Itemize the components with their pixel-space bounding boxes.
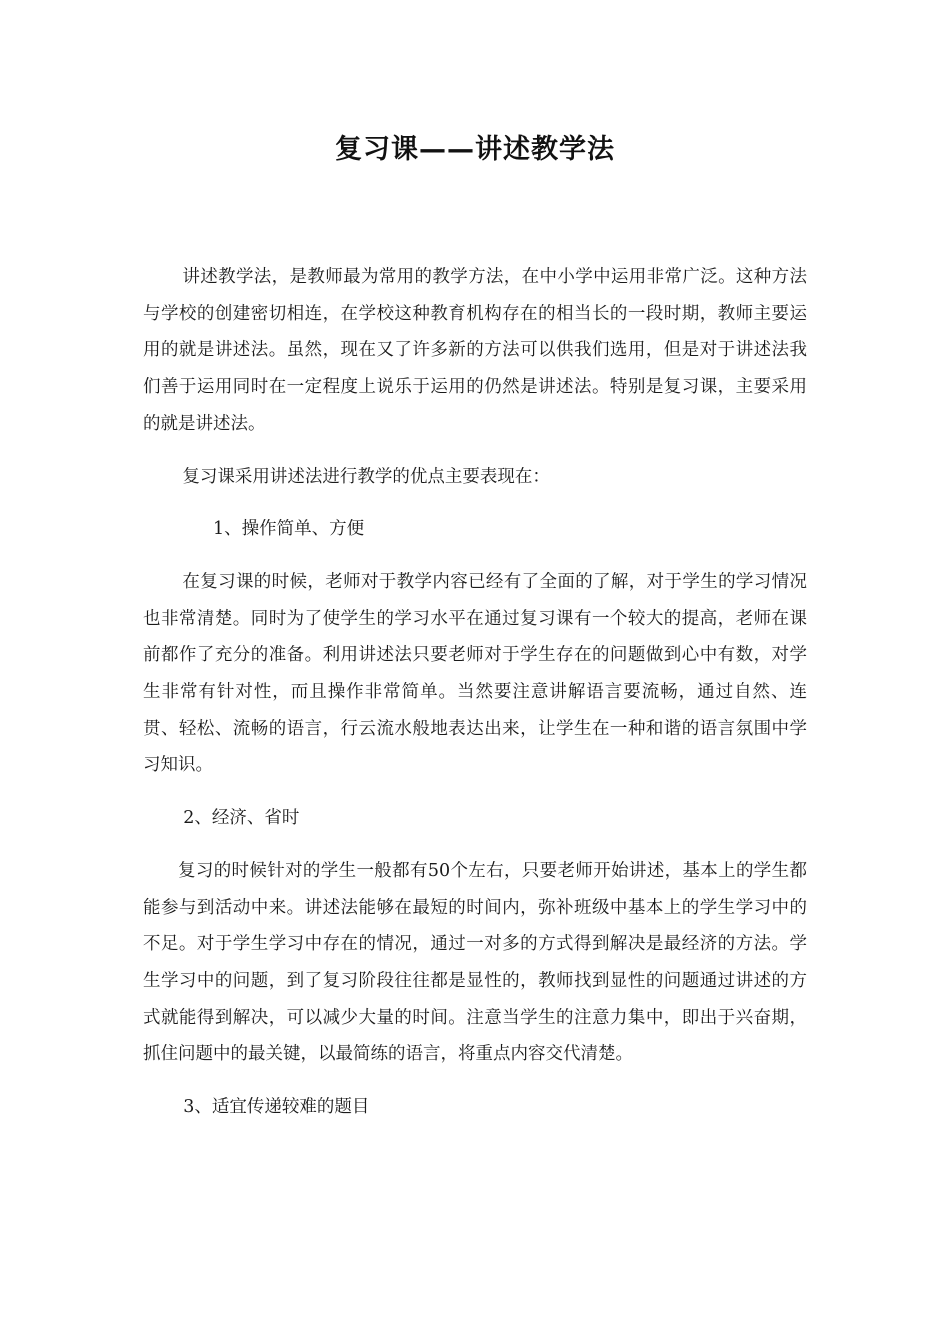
- document-body: [143, 259, 807, 1142]
- section-heading-1: 1、操作简单、方便: [213, 519, 365, 540]
- paragraph-intro: 讲述教学法，是教师最为常用的教学方法，在中小学中运用非常广泛。这种方法与学校的创建密切相连，在学校这种教育机构存在的相当长的一段时期，教师主要运用的就是讲述法。虽然，现在又了许多新的方法可以供我们选用，但是对于讲述法我们善于运用同时在一定程度上说乐于运用的仍然是讲述法。特别是复习课，主要采用的就是讲述法。: [143, 267, 807, 434]
- paragraph-section-2: 复习的时候针对的学生一般都有50个左右，只要老师开始讲述，基本上的学生都能参与到活动中来。讲述法能够在最短的时间内，弥补班级中基本上的学生学习中的不足。对于学生学习中存在的情况，通过一对多的方式得到解决是最经济的方法。学生学习中的问题，到了复习阶段往往都是显性的，教师找到显性的问题通过讲述的方式就能得到解决，可以减少大量的时间。注意当学生的注意力集中，即出于兴奋期，抓住问题中的最关键，以最简练的语言，将重点内容交代清楚。: [143, 860, 807, 1065]
- paragraph-section-1: 在复习课的时候，老师对于教学内容已经有了全面的了解，对于学生的学习情况也非常清楚。同时为了使学生的学习水平在通过复习课有一个较大的提高，老师在课前都作了充分的准备。利用讲述法只要老师对于学生存在的问题做到心中有数，对学生非常有针对性，而且操作非常简单。当然要注意讲解语言要流畅，通过自然、连贯、轻松、流畅的语言，行云流水般地表达出来，让学生在一种和谐的语言氛围中学习知识。: [143, 571, 807, 776]
- section-heading-2: 2、经济、省时: [183, 808, 300, 829]
- section-heading-3: 3、适宜传递较难的题目: [183, 1097, 370, 1118]
- paragraph-advantages-lead: 复习课采用讲述法进行教学的优点主要表现在：: [182, 466, 550, 487]
- document-title: 复习课——讲述教学法: [335, 134, 615, 165]
